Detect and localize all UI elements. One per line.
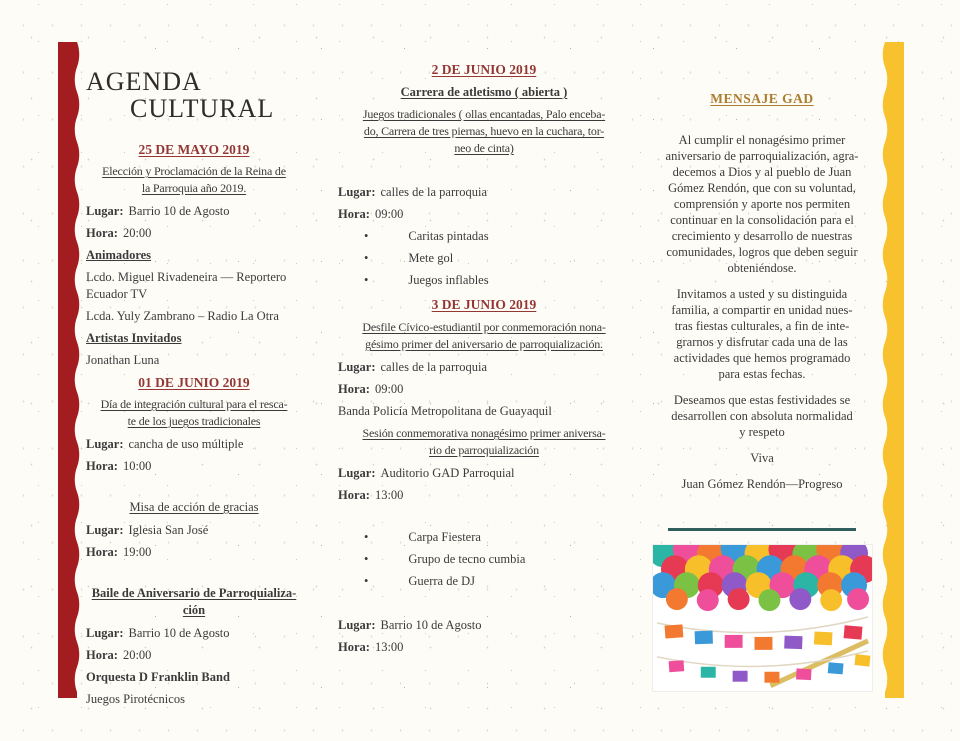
animadores-heading: Animadores: [86, 248, 152, 262]
event-extra: Juegos Pirotécnicos: [86, 692, 185, 706]
bullet-item: [338, 570, 630, 592]
event-location: [86, 433, 302, 455]
event-time: [338, 203, 630, 225]
lugar-value: cancha de uso múltiple: [128, 437, 244, 451]
page-title: [86, 68, 302, 122]
lugar-label: Lugar:: [338, 618, 376, 632]
bullet-text: Guerra de DJ: [408, 574, 476, 588]
bullet-text: Juegos inflables: [408, 273, 489, 287]
animador-line: Ecuador TV: [86, 287, 148, 301]
event-date-heading: 2 DE JUNIO 2019: [431, 62, 537, 77]
message-line: continuar en la consolidación para el: [670, 213, 854, 227]
band-name: Orquesta D Franklin Band: [86, 670, 230, 684]
yellow-ribbon-bar: [880, 42, 904, 702]
lugar-value: calles de la parroquia: [380, 360, 488, 374]
viva-text: Viva: [750, 451, 774, 465]
red-ribbon-bar: [58, 42, 82, 702]
hora-label: Hora:: [86, 648, 118, 662]
lugar-value: Barrio 10 de Agosto: [380, 618, 482, 632]
left-panel: [86, 68, 302, 710]
artistas-heading: Artistas Invitados: [86, 331, 182, 345]
lugar-value: Barrio 10 de Agosto: [128, 204, 230, 218]
lugar-label: Lugar:: [338, 185, 376, 199]
hora-value: 20:00: [122, 648, 152, 662]
message-line: decemos a Dios y al pueblo de Juan: [672, 165, 852, 179]
message-line: aniversario de parroquialización, agra-: [665, 149, 859, 163]
hora-label: Hora:: [86, 226, 118, 240]
page-title-line2: CULTURAL: [130, 94, 275, 123]
hora-label: Hora:: [338, 488, 370, 502]
event-title-line: Baile de Aniversario de Parroquializa-: [91, 586, 297, 600]
lugar-value: calles de la parroquia: [380, 185, 488, 199]
band-name: Banda Policía Metropolitana de Guayaquil: [338, 404, 552, 418]
lugar-label: Lugar:: [86, 626, 124, 640]
message-line: comprensión y aporte nos permiten: [673, 197, 851, 211]
bullet-item: [338, 247, 630, 269]
hora-label: Hora:: [338, 382, 370, 396]
party-balloons-image: [653, 545, 872, 691]
event-time: [86, 222, 302, 244]
message-paragraph: [648, 286, 876, 382]
message-line: Invitamos a usted y su distinguida: [676, 287, 848, 301]
event-time: [86, 541, 302, 563]
event-time: [338, 378, 630, 400]
event-title: [86, 585, 302, 619]
event-title-line: rio de parroquialización: [429, 443, 539, 457]
message-line: familia, a compartir en unidad nues-: [671, 303, 853, 317]
hora-value: 13:00: [374, 488, 404, 502]
event-title-line: Elección y Proclamación de la Reina de: [102, 164, 286, 178]
hora-label: Hora:: [338, 207, 370, 221]
message-line: tras fiestas culturales, a fin de inte-: [674, 319, 850, 333]
page-title-line1: AGENDA: [86, 67, 202, 96]
bullet-dot: •: [364, 530, 369, 544]
event-title-line: ción: [182, 603, 206, 617]
lugar-label: Lugar:: [338, 360, 376, 374]
bullet-text: Mete gol: [408, 251, 454, 265]
event-title-line: Día de integración cultural para el resca-: [100, 397, 288, 411]
bullet-dot: •: [364, 251, 369, 265]
mensaje-gad-heading: MENSAJE GAD: [710, 91, 814, 106]
right-panel: [648, 88, 876, 691]
event-location: [86, 200, 302, 222]
event-location: [338, 462, 630, 484]
hora-value: 13:00: [374, 640, 404, 654]
event-title: Carrera de atletismo ( abierta ): [400, 85, 568, 99]
hora-value: 09:00: [374, 207, 404, 221]
event-time: [86, 644, 302, 666]
bullet-dot: •: [364, 273, 369, 287]
lugar-value: Barrio 10 de Agosto: [128, 626, 230, 640]
event-title-line: Desfile Cívico-estudiantil por conmemoración nona-: [362, 320, 606, 334]
event-title-line: te de los juegos tradicionales: [127, 414, 261, 428]
signature-text: Juan Gómez Rendón—Progreso: [681, 477, 843, 491]
message-line: crecimiento y desarrollo de nuestras: [671, 229, 853, 243]
event-location: [86, 519, 302, 541]
bullet-dot: •: [364, 229, 369, 243]
hora-value: 20:00: [122, 226, 152, 240]
hora-label: Hora:: [338, 640, 370, 654]
hora-label: Hora:: [86, 459, 118, 473]
event-time: [338, 484, 630, 506]
bullet-item: [338, 225, 630, 247]
message-line: para estas fechas.: [718, 367, 806, 381]
bullet-text: Carpa Fiestera: [408, 530, 481, 544]
event-title: Misa de acción de gracias: [129, 500, 259, 514]
hora-label: Hora:: [86, 545, 118, 559]
event-location: [338, 356, 630, 378]
animador-line: Lcdo. Miguel Rivadeneira — Reportero: [86, 270, 287, 284]
event-title-line: Sesión conmemorativa nonagésimo primer aniversa-: [362, 426, 606, 440]
bullet-dot: •: [364, 574, 369, 588]
event-title: [338, 319, 630, 353]
bullet-text: Caritas pintadas: [408, 229, 489, 243]
event-location: [338, 614, 630, 636]
event-date-heading: 01 DE JUNIO 2019: [138, 375, 250, 390]
message-line: Gómez Rendón, que con su voluntad,: [668, 181, 856, 195]
animador-entry: [86, 269, 302, 303]
bullet-text: Grupo de tecno cumbia: [408, 552, 526, 566]
message-line: obteniéndose.: [727, 261, 797, 275]
message-paragraph: [648, 132, 876, 276]
event-date-heading: 3 DE JUNIO 2019: [431, 297, 537, 312]
event-title-line: la Parroquia año 2019.: [141, 181, 247, 195]
event-time: [86, 455, 302, 477]
artista-entry: Jonathan Luna: [86, 353, 160, 367]
message-line: comunidades, logros que deben seguir: [666, 245, 858, 259]
message-line: y respeto: [739, 425, 785, 439]
middle-panel: [338, 56, 630, 658]
event-location: [338, 181, 630, 203]
lugar-value: Iglesia San José: [128, 523, 209, 537]
hora-value: 09:00: [374, 382, 404, 396]
hora-value: 10:00: [122, 459, 152, 473]
event-title-line: do, Carrera de tres piernas, huevo en la cuchara, tor-: [363, 124, 605, 138]
message-line: desarrollen con absoluta normalidad: [671, 409, 853, 423]
event-title: [86, 396, 302, 430]
bullet-dot: •: [364, 552, 369, 566]
event-title: [338, 425, 630, 459]
event-date-heading: 25 DE MAYO 2019: [138, 142, 250, 157]
lugar-label: Lugar:: [86, 523, 124, 537]
event-title: [338, 106, 630, 157]
teal-divider: [668, 528, 856, 531]
bullet-item: [338, 548, 630, 570]
message-line: grarnos y disfrutar cada una de las: [676, 335, 848, 349]
bullet-item: [338, 269, 630, 291]
event-title-line: gésimo primer del aniversario de parroquialización.: [365, 337, 603, 351]
message-line: Al cumplir el nonagésimo primer: [678, 133, 846, 147]
event-title: [86, 163, 302, 197]
message-line: Deseamos que estas festividades se: [673, 393, 851, 407]
event-title-line: Juegos tradicionales ( ollas encantadas, Palo enceba-: [362, 107, 606, 121]
hora-value: 19:00: [122, 545, 152, 559]
message-paragraph: [648, 392, 876, 440]
animador-entry: Lcda. Yuly Zambrano – Radio La Otra: [86, 309, 279, 323]
event-location: [86, 622, 302, 644]
bullet-item: [338, 526, 630, 548]
lugar-value: Auditorio GAD Parroquial: [380, 466, 515, 480]
event-time: [338, 636, 630, 658]
lugar-label: Lugar:: [86, 204, 124, 218]
message-line: actividades que hemos programado: [673, 351, 851, 365]
lugar-label: Lugar:: [86, 437, 124, 451]
lugar-label: Lugar:: [338, 466, 376, 480]
event-title-line: neo de cinta): [454, 141, 514, 155]
